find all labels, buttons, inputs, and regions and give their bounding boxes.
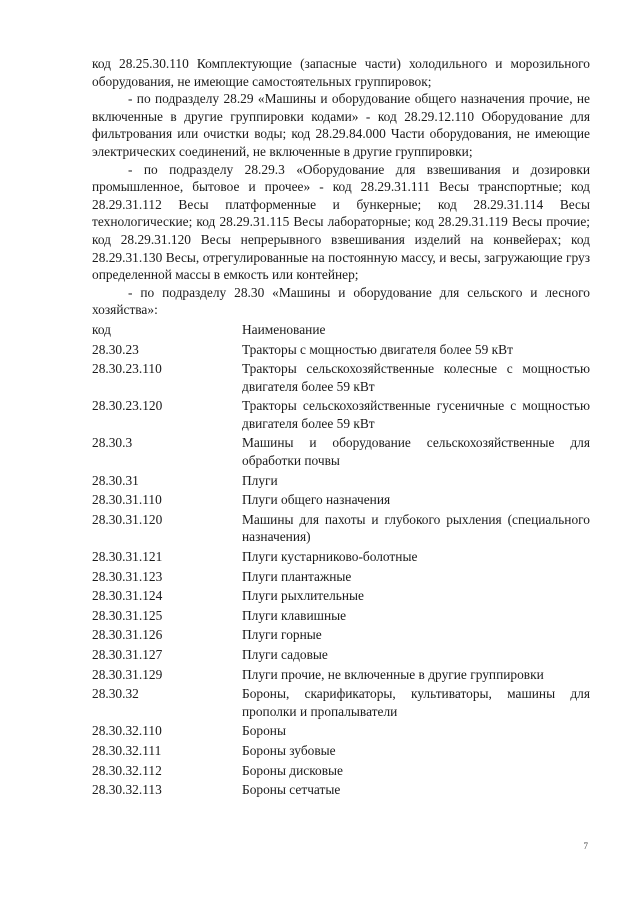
row-name: Машины и оборудование сельскохозяйственные для обработки почвы [242, 435, 590, 469]
row-code: 28.30.31.120 [92, 511, 163, 527]
row-code: 28.30.31.110 [92, 492, 162, 508]
row-code: 28.30.31.127 [92, 647, 163, 662]
row-code: 28.30.32.112 [92, 762, 162, 778]
row-code: 28.30.32 [92, 686, 139, 702]
intro-paragraph: - по подразделу 28.29.3 «Оборудование для взвешивания и дозировки промышленное, бытовое и прочее» - код 28.29.31.111 Весы транспортные; код 28.29.31.112 Весы платформенные и бункерные; код 28.29.31.114 Весы технологические; код 28.29.31.115 Весы лабораторные; код 28.29.31.119 Весы прочие; код 28.29.31.120 Весы непрерывного взвешивания изделий на конвейерах; код 28.29.31.130 Весы, отрегулированные на постоянную массу, и весы, загружающие груз определенной массы в емкость или контейнер; [92, 161, 590, 283]
table-body [92, 341, 590, 799]
table-row [92, 472, 590, 490]
row-code: 28.30.32.113 [92, 782, 162, 798]
row-name: Тракторы с мощностью двигателя более 59 кВт [242, 341, 513, 357]
table-row [92, 626, 590, 644]
table-row [92, 511, 590, 546]
row-name: Плуги плантажные [242, 568, 352, 584]
row-code: 28.30.31.124 [92, 588, 163, 604]
table-row [92, 722, 590, 740]
code-table [92, 321, 590, 799]
table-row [92, 587, 590, 605]
row-code: 28.30.23.110 [92, 361, 162, 377]
row-name: Плуги [242, 472, 278, 488]
row-name: Бороны сетчатые [242, 782, 341, 798]
table-row [92, 666, 590, 684]
table-row [92, 685, 590, 720]
row-name: Тракторы сельскохозяйственные колесные с мощностью двигателя более 59 кВт [242, 361, 590, 394]
row-name: Плуги кустарниково-болотные [242, 549, 418, 565]
table-header [92, 321, 590, 339]
row-code: 28.30.31.129 [92, 666, 163, 682]
row-name: Плуги клавишные [242, 607, 347, 623]
intro-paragraph: код 28.25.30.110 Комплектующие (запасные части) холодильного и морозильного оборудования, не имеющие самостоятельных группировок; [92, 56, 590, 89]
intro-paragraph: - по подразделу 28.30 «Машины и оборудование для сельского и лесного хозяйства»: [92, 284, 590, 318]
table-row [92, 434, 590, 469]
intro-text [92, 55, 590, 319]
row-name: Бороны, скарификаторы, культиваторы, машины для прополки и пропалыватели [242, 686, 590, 719]
row-code: 28.30.3 [92, 435, 133, 451]
page-number: 7 [583, 841, 588, 851]
row-code: 28.30.31.123 [92, 568, 163, 584]
row-code: 28.30.31 [92, 472, 139, 488]
table-row [92, 548, 590, 566]
header-name: Наименование [242, 321, 326, 337]
row-code: 28.30.23.120 [92, 398, 163, 414]
row-name: Плуги садовые [242, 647, 328, 662]
table-row [92, 781, 590, 799]
row-name: Плуги общего назначения [242, 492, 391, 508]
intro-paragraph: - по подразделу 28.29 «Машины и оборудование общего назначения прочие, не включенные в другие группировки кодами» - код 28.29.12.110 Оборудование для фильтрования или очистки воды; код 28.29.84.000 Части оборудования, не имеющие электрических соединений, не включенные в другие группировки; [92, 91, 590, 159]
table-row [92, 607, 590, 625]
row-name: Плуги горные [242, 627, 322, 643]
table-row [92, 762, 590, 780]
row-name: Бороны [242, 723, 286, 739]
row-code: 28.30.31.126 [92, 627, 163, 643]
row-code: 28.30.31.125 [92, 607, 163, 623]
row-code: 28.30.32.111 [92, 742, 162, 758]
table-row [92, 491, 590, 509]
row-name: Бороны зубовые [242, 742, 336, 758]
row-name: Плуги прочие, не включенные в другие группировки [242, 666, 544, 682]
table-row [92, 742, 590, 760]
row-code: 28.30.31.121 [92, 549, 163, 565]
table-row [92, 646, 590, 664]
table-row [92, 341, 590, 359]
row-name: Тракторы сельскохозяйственные гусеничные с мощностью двигателя более 59 кВт [242, 398, 590, 431]
row-name: Плуги рыхлительные [242, 588, 364, 604]
row-name: Бороны дисковые [242, 762, 343, 778]
row-code: 28.30.23 [92, 341, 139, 357]
table-row [92, 568, 590, 586]
row-name: Машины для пахоты и глубокого рыхления (специального назначения) [242, 511, 590, 545]
row-code: 28.30.32.110 [92, 723, 162, 739]
table-row [92, 397, 590, 432]
table-row [92, 360, 590, 395]
header-code: код [92, 321, 111, 337]
